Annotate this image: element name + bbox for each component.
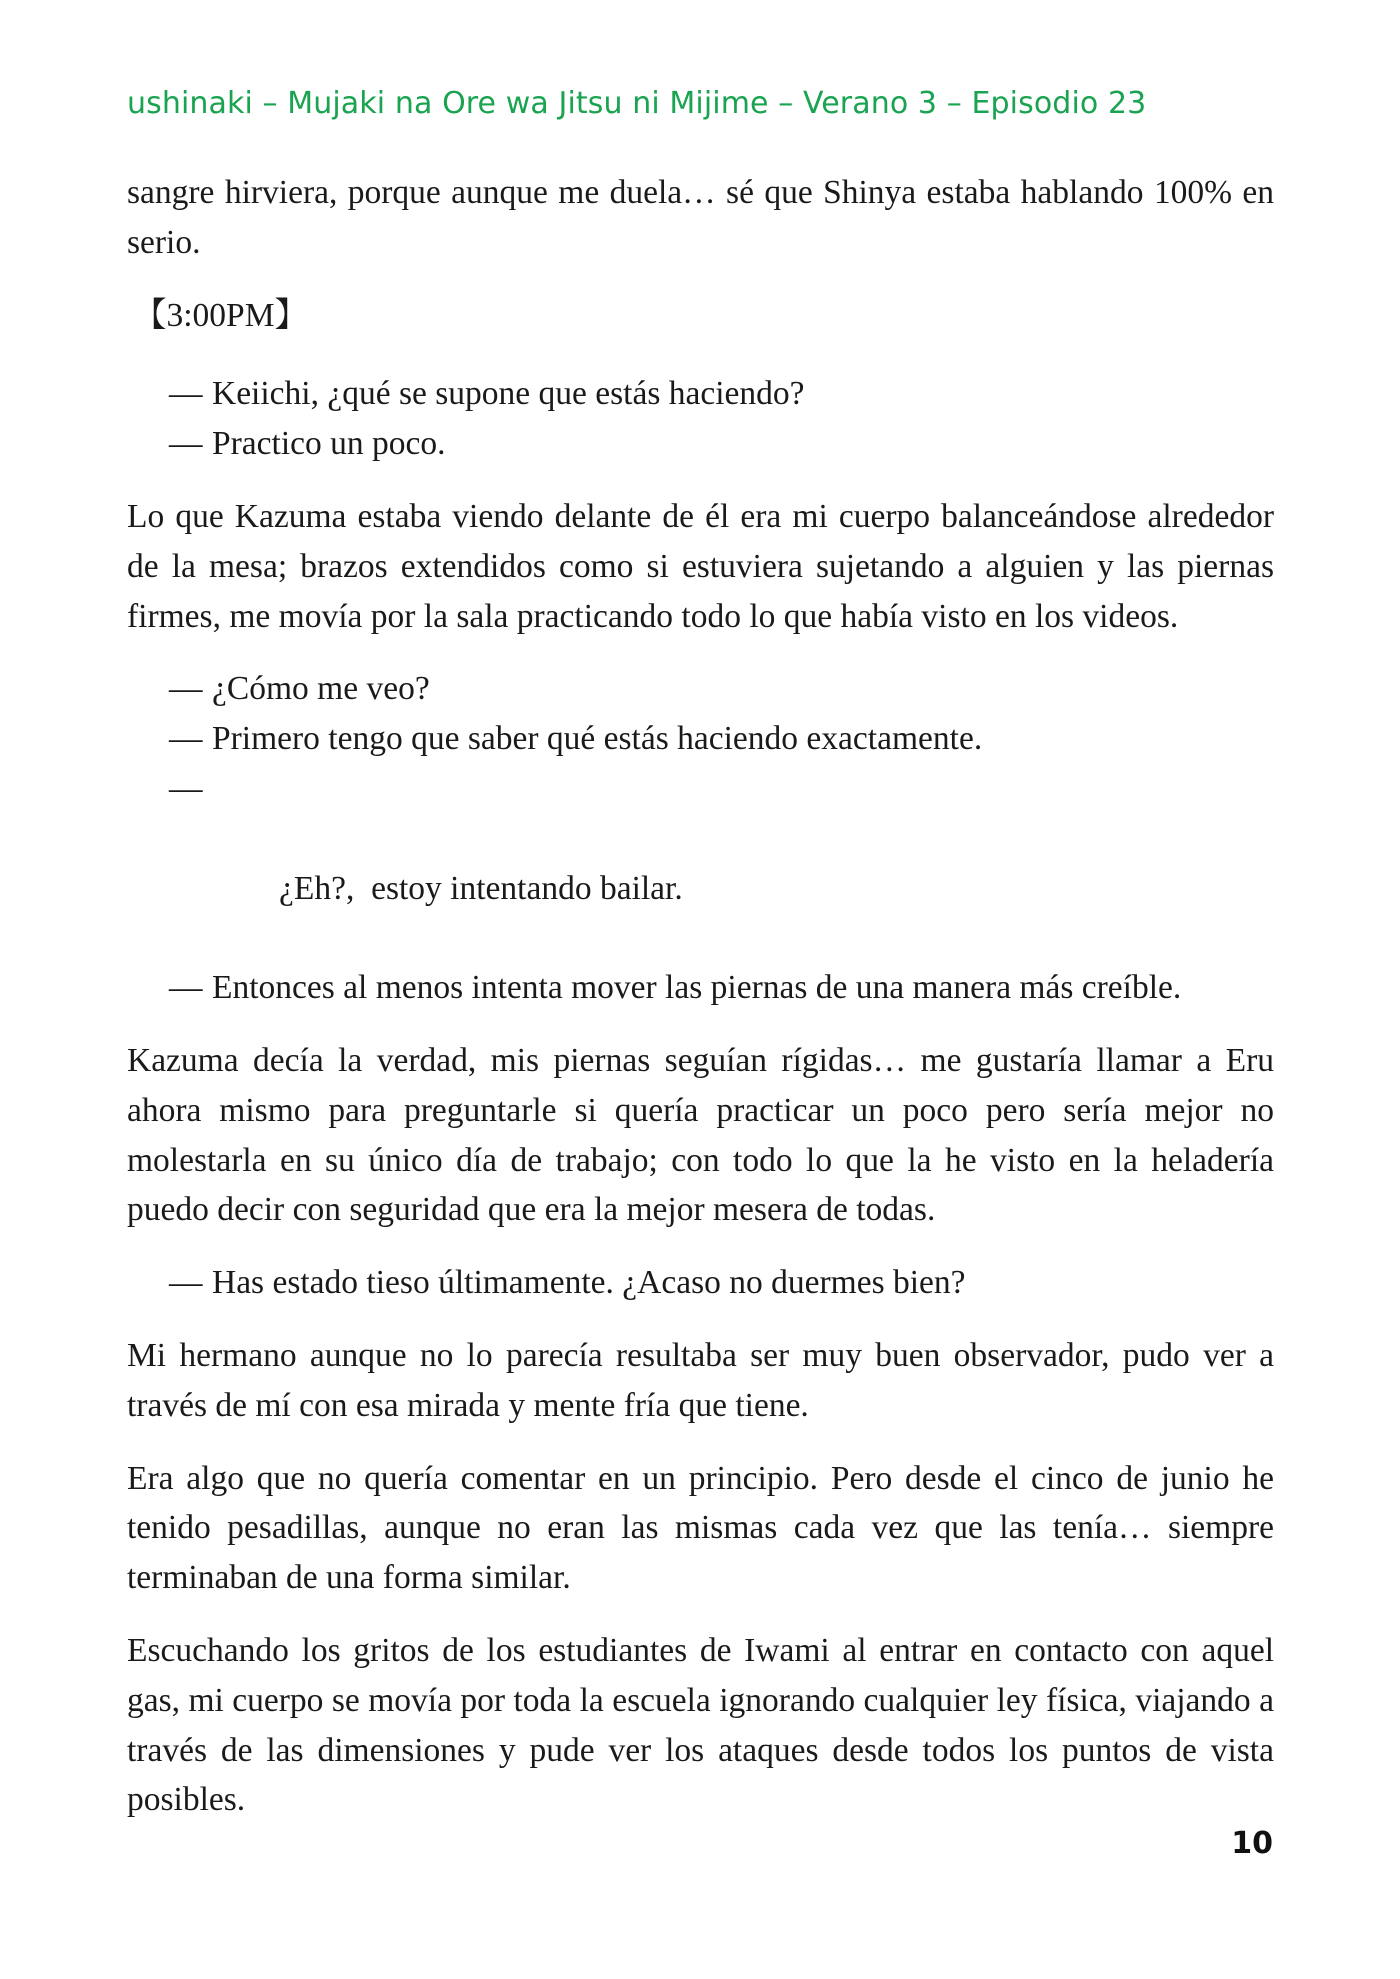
dialogue-text: Keiichi, ¿qué se supone que estás haciendo? <box>212 375 805 413</box>
dialogue-line <box>127 369 1274 419</box>
dialogue-dash: — <box>169 969 203 1007</box>
dialogue-text: ¿Eh?, estoy intentando bailar. <box>279 869 683 907</box>
dialogue-block <box>127 1258 1274 1308</box>
time-marker: 【3:00PM】 <box>133 296 308 334</box>
dialogue-line <box>127 764 1274 963</box>
dialogue-dash: — <box>169 769 203 807</box>
dialogue-text: Primero tengo que saber qué estás haciendo exactamente. <box>212 720 983 758</box>
page-body <box>127 168 1274 1848</box>
dialogue-dash: — <box>169 375 203 413</box>
dialogue-line <box>127 419 1274 469</box>
dialogue-line <box>127 1258 1274 1308</box>
dialogue-dash: — <box>169 1264 203 1302</box>
dialogue-dash: — <box>169 425 203 463</box>
paragraph: Mi hermano aunque no lo parecía resultaba ser muy buen observador, pudo ver a través de mí con esa mirada y mente fría que tiene. <box>127 1336 1274 1424</box>
paragraph: Era algo que no quería comentar en un principio. Pero desde el cinco de junio he tenido pesadillas, aunque no eran las mismas cada vez que las tenía… siempre terminaban de una forma similar. <box>127 1459 1274 1597</box>
dialogue-text: Entonces al menos intenta mover las piernas de una manera más creíble. <box>212 969 1182 1007</box>
paragraph: sangre hirviera, porque aunque me duela… sé que Shinya estaba hablando 100% en serio. <box>127 174 1274 261</box>
dialogue-text: Practico un poco. <box>212 425 446 463</box>
dialogue-text: Has estado tieso últimamente. ¿Acaso no duermes bien? <box>212 1264 966 1302</box>
dialogue-block <box>127 664 1274 1013</box>
dialogue-block <box>127 369 1274 469</box>
paragraph: Lo que Kazuma estaba viendo delante de él era mi cuerpo balanceándose alrededor de la mesa; brazos extendidos como si estuviera sujetando a alguien y las piernas firmes, me movía por la sala practicando todo lo que había visto en los videos. <box>127 497 1274 635</box>
dialogue-dash: — <box>169 670 203 708</box>
dialogue-line <box>127 963 1274 1013</box>
dialogue-text: ¿Cómo me veo? <box>212 670 430 708</box>
dialogue-line <box>127 664 1274 714</box>
page-number: 10 <box>1231 1826 1273 1861</box>
dialogue-line <box>127 714 1274 764</box>
running-header: ushinaki – Mujaki na Ore wa Jitsu ni Mijime – Verano 3 – Episodio 23 <box>127 86 1147 121</box>
paragraph: Escuchando los gritos de los estudiantes de Iwami al entrar en contacto con aquel gas, mi cuerpo se movía por toda la escuela ignorando cualquier ley física, viajando a través de las dimensiones y pude ver los ataques desde todos los puntos de vista posibles. <box>127 1631 1274 1819</box>
paragraph: Kazuma decía la verdad, mis piernas seguían rígidas… me gustaría llamar a Eru ahora mismo para preguntarle si quería practicar un poco pero sería mejor no molestarla en su único día de trabajo; con todo lo que la he visto en la heladería puedo decir con seguridad que era la mejor mesera de todas. <box>127 1041 1274 1229</box>
dialogue-dash: — <box>169 720 203 758</box>
